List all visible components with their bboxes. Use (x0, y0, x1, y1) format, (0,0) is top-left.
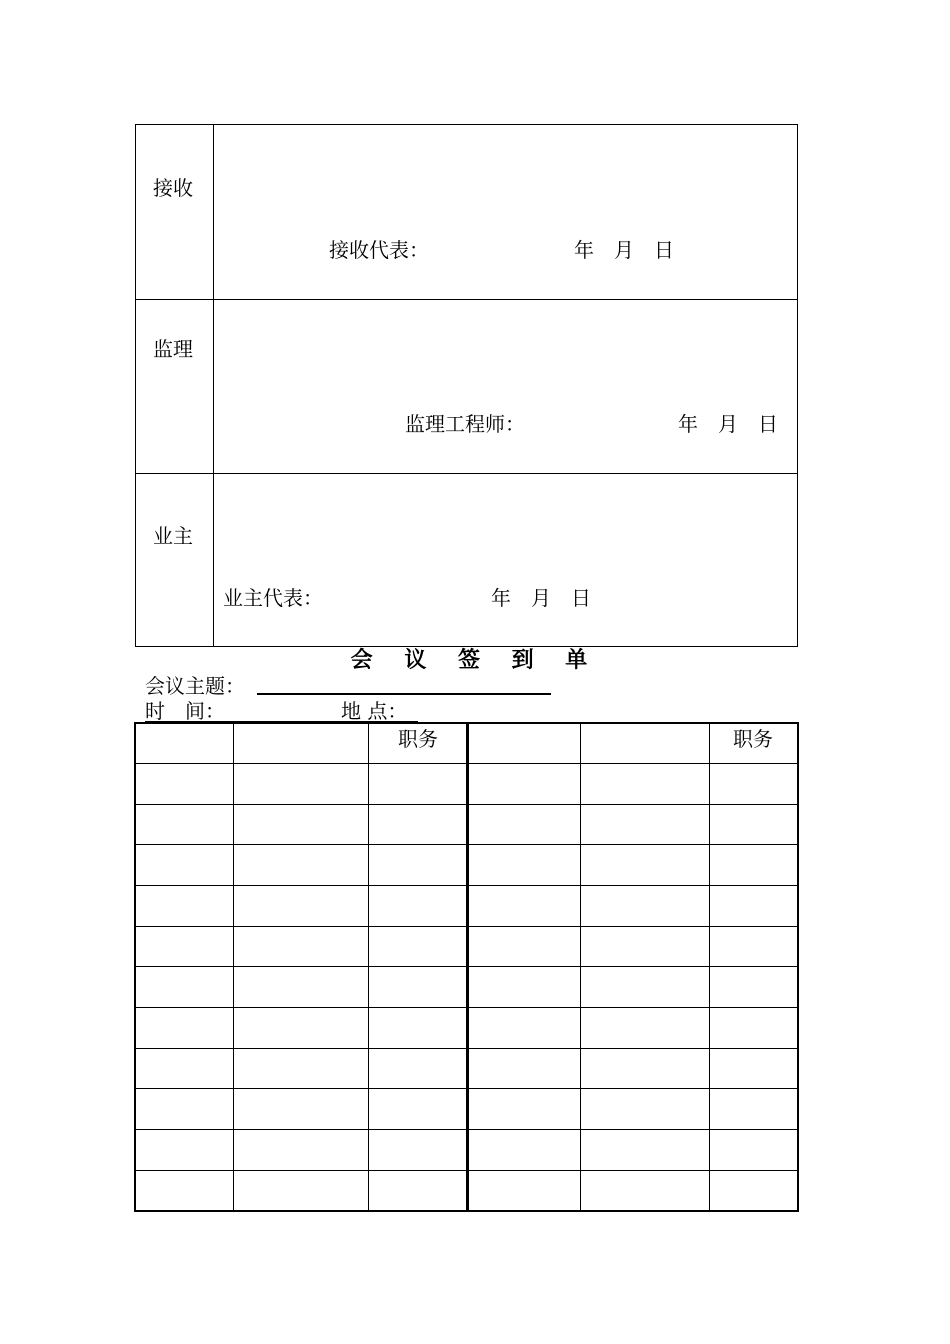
approval-label-divider (213, 125, 214, 646)
owner-date-label: 年 月 日 (491, 586, 591, 610)
table-row-divider (136, 1088, 797, 1089)
approval-row-divider (136, 473, 797, 474)
column-divider (580, 724, 581, 1210)
receive-representative-label: 接收代表： (329, 238, 429, 262)
supervision-engineer-label: 监理工程师： (405, 412, 525, 436)
table-row-divider (136, 804, 797, 805)
table-row-divider (136, 966, 797, 967)
meeting-topic-blank (257, 693, 551, 695)
column-divider (233, 724, 234, 1210)
table-row-divider (136, 1129, 797, 1130)
sign-in-sheet-title: 会 议 签 到 单 (350, 648, 600, 673)
row-label-owner: 业主 (153, 524, 193, 548)
table-row-divider (136, 926, 797, 927)
table-row-divider (136, 1170, 797, 1171)
row-label-supervision: 监理 (153, 337, 193, 361)
meeting-time-label: 时 间： (145, 699, 225, 723)
receive-date-label: 年 月 日 (574, 238, 674, 262)
approval-row-divider (136, 299, 797, 300)
row-label-receive: 接收 (153, 176, 193, 200)
approval-table (135, 124, 798, 647)
header-position-left: 职务 (398, 727, 438, 751)
sign-in-table (134, 722, 799, 1212)
owner-representative-label: 业主代表： (223, 586, 323, 610)
meeting-place-label: 地 点： (341, 699, 408, 723)
meeting-topic-label: 会议主题： (145, 674, 245, 698)
column-divider (709, 724, 710, 1210)
table-row-divider (136, 885, 797, 886)
table-row-divider (136, 763, 797, 764)
supervision-date-label: 年 月 日 (678, 412, 778, 436)
header-position-right: 职务 (733, 727, 773, 751)
table-row-divider (136, 1048, 797, 1049)
table-row-divider (136, 1007, 797, 1008)
table-row-divider (136, 844, 797, 845)
center-column-divider (466, 724, 469, 1210)
column-divider (368, 724, 369, 1210)
